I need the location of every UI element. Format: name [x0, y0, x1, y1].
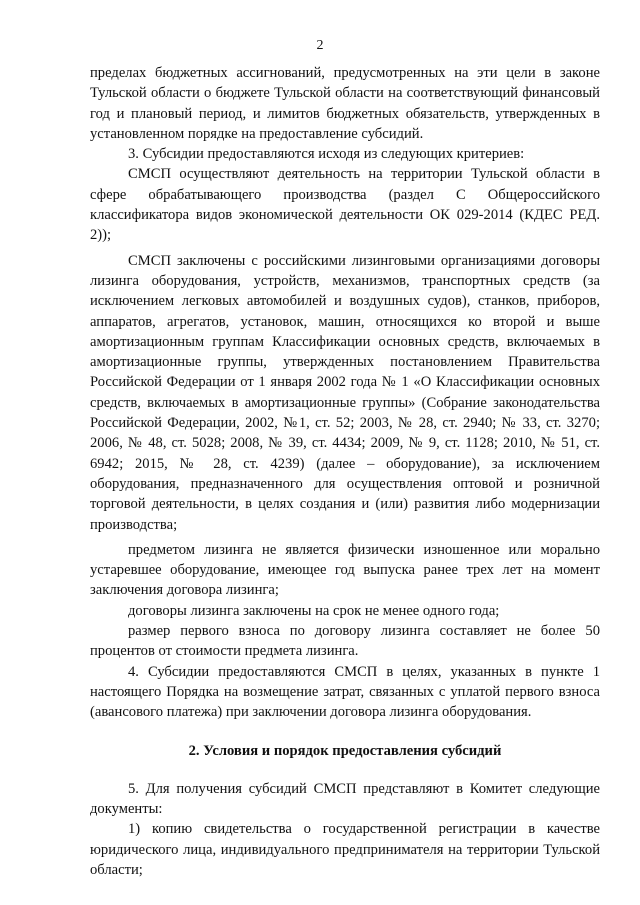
paragraph-criterion-first-payment: размер первого взноса по договору лизинга составляет не более 50 процентов от стоимости предмета лизинга.: [90, 623, 600, 660]
page-number: 2: [316, 38, 324, 53]
paragraph-criterion-leasing-contracts: СМСП заключены с российскими лизинговыми организациями договоры лизинга оборудования, устройств, механизмов, транспортных средств (за исключением легковых автомобилей и воздушных судов), станков, приборов, аппаратов, агрегатов, установок, машин, относящихся ко второй и выше амортизационным группам Классификации основных средств, включаемых в амортизационные группы, утвержденных постановлением Правительства Российской Федерации от 1 января 2002 года № 1 «О Классификации основных средств, включаемых в амортизационные группы» (Собрание законодательства Российской Федерации, 2002, №1, ст. 52; 2003, № 28, ст. 2940; № 33, ст. 3270; 2006, № 48, ст. 5028; 2008, № 39, ст. 4434; 2009, № 9, ст. 1128; 2010, № 51, ст. 6942; 2015, № 28, ст. 4239) (далее – оборудование), за исключением оборудования, предназначенного для осуществления оптовой и розничной торговой деятельности, в целях создания и (или) развития либо модернизации производства;: [90, 252, 600, 533]
paragraph-criterion-activity: СМСП осуществляют деятельность на территории Тульской области в сфере обрабатывающего производства (раздел С Общероссийского классификатора видов экономической деятельности ОК 029-2014 (КДЕС РЕД. 2));: [90, 166, 600, 244]
paragraph-criterion-contract-term: договоры лизинга заключены на срок не менее одного года;: [128, 602, 500, 619]
paragraph-document-registration-copy: 1) копию свидетельства о государственной регистрации в качестве юридического лица, индивидуального предпринимателя на территории Тульской области;: [90, 821, 600, 878]
paragraph-criteria-intro: 3. Субсидии предоставляются исходя из следующих критериев:: [128, 146, 525, 163]
paragraph-subsidy-purpose: 4. Субсидии предоставляются СМСП в целях, указанных в пункте 1 настоящего Порядка на возмещение затрат, связанных с уплатой первого взноса (авансового платежа) при заключении договора лизинга оборудования.: [90, 663, 600, 721]
section-heading: 2. Условия и порядок предоставления субсидий: [188, 742, 502, 759]
document-body: [90, 63, 600, 880]
paragraph-budget-limits: пределах бюджетных ассигнований, предусмотренных на эти цели в законе Тульской области о бюджете Тульской области на соответствующий финансовый год и плановый период, и лимитов бюджетных обязательств, утвержденных в установленном порядке на предоставление субсидий.: [90, 65, 600, 142]
paragraph-criterion-equipment-condition: предметом лизинга не является физически изношенное или морально устаревшее оборудование, имеющее год выпуска ранее трех лет на момент заключения договора лизинга;: [90, 541, 600, 599]
paragraph-documents-intro: 5. Для получения субсидий СМСП представляют в Комитет следующие документы:: [90, 780, 600, 818]
